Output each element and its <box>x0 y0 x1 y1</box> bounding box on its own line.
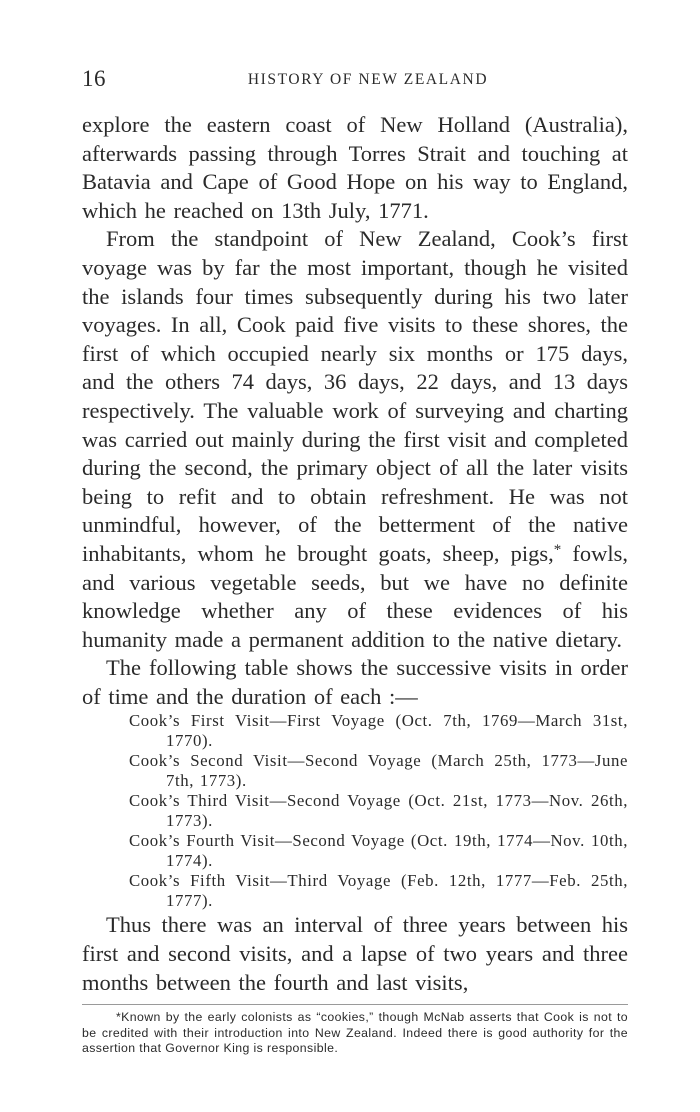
paragraph-cook-visits <box>82 225 628 654</box>
paragraph-interval: Thus there was an interval of three years between his first and second visits, and a lapse of two years and three months between the fourth and last visits, <box>82 912 628 995</box>
visits-list <box>82 711 628 911</box>
visit-item: Cook’s Fourth Visit—Second Voyage (Oct. 19th, 1774—Nov. 10th, 1774). <box>129 831 628 871</box>
running-head: HISTORY OF NEW ZEALAND <box>247 71 489 88</box>
paragraph-cook-visits-text-end: fowls, and various vegetable seeds, but we have no definite knowledge whether any of these evidences of his humanity made a permanent addition to the native dietary. <box>82 540 629 652</box>
paragraph-table-intro: The following table shows the successive visits in order of time and the duration of each :— <box>82 655 628 709</box>
visit-item: Cook’s Third Visit—Second Voyage (Oct. 21st, 1773—Nov. 26th, 1773). <box>129 791 628 831</box>
visit-item: Cook’s Second Visit—Second Voyage (March 25th, 1773—June 7th, 1773). <box>129 751 628 791</box>
footnote-text: *Known by the early colonists as “cookies,” though McNab asserts that Cook is not to be credited with their introduction into New Zealand. Indeed there is good authority for the assertion that Governor King is responsible. <box>82 1010 628 1055</box>
footnote <box>82 1010 628 1057</box>
footnote-mark: * <box>553 541 562 558</box>
page-number: 16 <box>82 66 106 91</box>
paragraph-cook-visits-text: From the standpoint of New Zealand, Cook’s first voyage was by far the most important, though he visited the islands four times subsequently during his two later voyages. In all, Cook paid five visits to these shores, the first of which occupied nearly six months or 175 days, and the others 74 days, 36 days, 22 days, and 13 days respectively. The valuable work of surveying and charting was carried out mainly during the first visit and completed during the second, the primary object of all the later visits being to refit and to obtain refreshment. He was not unmindful, however, of the betterment of the native inhabitants, whom he brought goats, sheep, pigs, <box>82 226 628 566</box>
footnote-divider <box>82 1004 628 1005</box>
page-header <box>82 66 628 96</box>
paragraph-continuation: explore the eastern coast of New Holland (Australia), afterwards passing through Torres Strait and touching at Batavia and Cape of Good Hope on his way to England, which he reached on 13th July, 1771. <box>82 112 628 223</box>
visit-item: Cook’s First Visit—First Voyage (Oct. 7th, 1769—March 31st, 1770). <box>129 711 628 751</box>
body-text <box>82 111 628 997</box>
visit-item: Cook’s Fifth Visit—Third Voyage (Feb. 12th, 1777—Feb. 25th, 1777). <box>129 871 628 911</box>
